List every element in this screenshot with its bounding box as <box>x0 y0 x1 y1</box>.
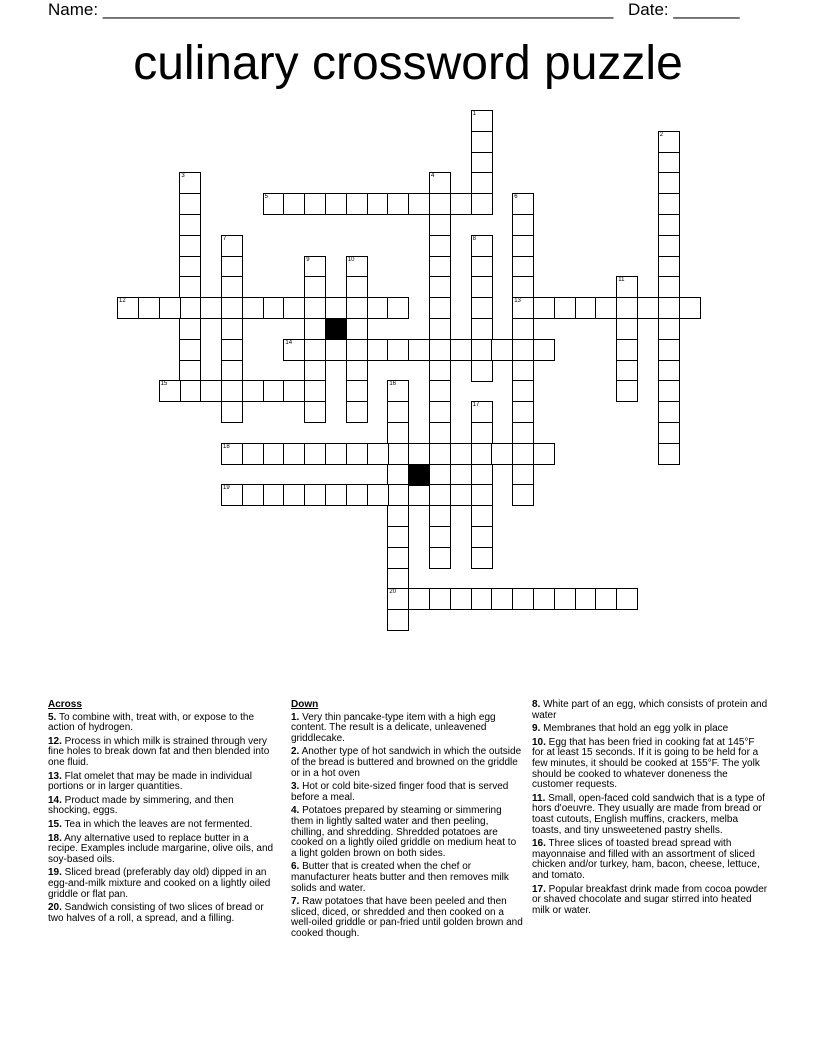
grid-cell[interactable] <box>429 297 451 319</box>
grid-cell[interactable] <box>429 318 451 340</box>
grid-cell[interactable] <box>346 297 368 319</box>
grid-cell[interactable] <box>471 339 493 361</box>
grid-cell[interactable] <box>512 443 534 465</box>
grid-cell[interactable] <box>491 339 513 361</box>
grid-cell[interactable] <box>325 297 347 319</box>
grid-cell[interactable] <box>616 276 638 298</box>
grid-cell[interactable] <box>471 235 493 257</box>
clue-item-text: Sliced bread (preferably day old) dipped in an egg-and-milk mixture and cooked on a lightly oiled griddle or flat pan. <box>48 867 271 900</box>
grid-cell[interactable] <box>471 318 493 340</box>
clue-item-text: Process in which milk is strained through very fine holes to break down fat and then blended into one fluid. <box>48 735 270 768</box>
clue-number: 3 <box>181 173 185 180</box>
grid-cell[interactable] <box>283 484 305 506</box>
clue-item-text: Three slices of toasted bread spread with mayonnaise and filled with an assortment of sliced chicken and/or turkey, ham, bacon, cheese, lettuce, and tomato. <box>532 838 760 881</box>
black-square <box>325 318 347 340</box>
clue-item <box>532 724 768 735</box>
grid-cell[interactable] <box>512 297 534 319</box>
grid-cell[interactable] <box>346 380 368 402</box>
grid-cell[interactable] <box>658 297 680 319</box>
grid-cell[interactable] <box>512 318 534 340</box>
grid-cell[interactable] <box>283 193 305 215</box>
grid-cell[interactable] <box>533 588 555 610</box>
grid-cell[interactable] <box>658 339 680 361</box>
grid-cell[interactable] <box>429 235 451 257</box>
grid-cell[interactable] <box>304 297 326 319</box>
grid-cell[interactable] <box>304 380 326 402</box>
grid-cell[interactable] <box>471 484 493 506</box>
grid-cell[interactable] <box>616 318 638 340</box>
grid-cell[interactable] <box>117 297 139 319</box>
grid-cell[interactable] <box>471 547 493 569</box>
grid-cell[interactable] <box>471 152 493 174</box>
grid-cell[interactable] <box>429 422 451 444</box>
grid-cell[interactable] <box>387 443 409 465</box>
down-clues-continued <box>532 700 768 919</box>
black-square <box>408 464 430 486</box>
grid-cell[interactable] <box>283 380 305 402</box>
grid-cell[interactable] <box>471 360 493 382</box>
grid-cell[interactable] <box>325 484 347 506</box>
down-heading: Down <box>291 699 319 710</box>
grid-cell[interactable] <box>658 380 680 402</box>
grid-cell[interactable] <box>283 443 305 465</box>
down-clues <box>291 700 523 942</box>
clue-number: 1 <box>472 111 476 117</box>
grid-cell[interactable] <box>471 505 493 527</box>
across-clues <box>48 700 276 927</box>
grid-cell[interactable] <box>658 256 680 278</box>
grid-cell[interactable] <box>512 380 534 402</box>
clue-item <box>48 772 276 793</box>
grid-cell[interactable] <box>387 505 409 527</box>
clue-item <box>291 713 523 745</box>
grid-cell[interactable] <box>325 339 347 361</box>
grid-cell[interactable] <box>387 297 409 319</box>
clue-item <box>48 834 276 866</box>
grid-cell[interactable] <box>242 297 264 319</box>
clue-item-number: 15. <box>48 818 62 830</box>
grid-cell[interactable] <box>658 214 680 236</box>
clue-item-number: 5. <box>48 711 57 723</box>
clue-item <box>48 713 276 734</box>
clue-number: 16 <box>389 381 397 388</box>
grid-cell[interactable] <box>221 484 243 506</box>
grid-cell[interactable] <box>263 443 285 465</box>
grid-cell[interactable] <box>346 339 368 361</box>
clue-item-number: 6. <box>291 861 300 873</box>
grid-cell[interactable] <box>179 297 201 319</box>
grid-cell[interactable] <box>179 214 201 236</box>
grid-cell[interactable] <box>242 380 264 402</box>
grid-cell[interactable] <box>263 297 285 319</box>
clue-number: 15 <box>160 381 168 388</box>
clue-item <box>532 885 768 917</box>
grid-cell[interactable] <box>346 256 368 278</box>
grid-cell[interactable] <box>471 297 493 319</box>
grid-cell[interactable] <box>471 131 493 153</box>
page-title: culinary crossword puzzle <box>133 37 683 90</box>
grid-cell[interactable] <box>367 339 389 361</box>
grid-cell[interactable] <box>387 422 409 444</box>
grid-cell[interactable] <box>346 401 368 423</box>
clue-item-text: Tea in which the leaves are not fermented. <box>61 818 253 830</box>
clue-number: 6 <box>514 194 518 201</box>
grid-cell[interactable] <box>221 401 243 423</box>
grid-cell[interactable] <box>346 443 368 465</box>
grid-cell[interactable] <box>221 339 243 361</box>
grid-cell[interactable] <box>159 297 181 319</box>
clue-item-text: Raw potatoes that have been peeled and then sliced, diced, or shredded and then cooked on a well-oiled griddle or pan-fried until golden brown and cooked though. <box>291 896 523 939</box>
clue-item-number: 19. <box>48 867 62 879</box>
clue-item-number: 12. <box>48 735 62 747</box>
grid-cell[interactable] <box>179 276 201 298</box>
across-heading: Across <box>48 699 82 710</box>
grid-cell[interactable] <box>616 297 638 319</box>
clue-number: 8 <box>472 235 476 242</box>
grid-cell[interactable] <box>429 172 451 194</box>
grid-cell[interactable] <box>637 297 659 319</box>
grid-cell[interactable] <box>658 193 680 215</box>
clue-item-text: Popular breakfast drink made from cocoa powder or shaved chocolate and sugar stirred into heated milk or water. <box>532 883 768 916</box>
grid-cell[interactable] <box>575 297 597 319</box>
grid-cell[interactable] <box>387 484 409 506</box>
clue-item <box>291 747 523 779</box>
grid-cell[interactable] <box>512 193 534 215</box>
grid-cell[interactable] <box>450 193 472 215</box>
grid-cell[interactable] <box>533 297 555 319</box>
grid-cell[interactable] <box>221 380 243 402</box>
grid-cell[interactable] <box>512 256 534 278</box>
clue-item-text: Butter that is created when the chef or manufacturer heats butter and then removes milk solids and water. <box>291 861 509 894</box>
grid-cell[interactable] <box>429 214 451 236</box>
grid-cell[interactable] <box>471 276 493 298</box>
grid-cell[interactable] <box>179 235 201 257</box>
grid-cell[interactable] <box>429 256 451 278</box>
clue-number: 20 <box>389 589 397 596</box>
grid-cell[interactable] <box>471 193 493 215</box>
grid-cell[interactable] <box>554 297 576 319</box>
clue-item-number: 10. <box>532 736 546 748</box>
grid-cell[interactable] <box>679 297 701 319</box>
grid-cell[interactable] <box>408 193 430 215</box>
grid-cell[interactable] <box>429 276 451 298</box>
grid-cell[interactable] <box>512 588 534 610</box>
grid-cell[interactable] <box>367 297 389 319</box>
clue-item-text: Flat omelet that may be made in individual portions or in larger quantities. <box>48 770 253 793</box>
clue-number: 13 <box>514 298 521 305</box>
grid-cell[interactable] <box>387 401 409 423</box>
grid-cell[interactable] <box>387 588 409 610</box>
grid-cell[interactable] <box>658 360 680 382</box>
grid-cell[interactable] <box>387 609 409 631</box>
grid-cell[interactable] <box>471 464 493 486</box>
clue-number: 12 <box>119 298 126 305</box>
date-field: Date: _______ <box>628 0 740 19</box>
grid-cell[interactable] <box>658 401 680 423</box>
grid-cell[interactable] <box>471 443 493 465</box>
grid-cell[interactable] <box>512 235 534 257</box>
clue-item <box>532 839 768 881</box>
clue-item <box>291 782 523 803</box>
grid-cell[interactable] <box>346 276 368 298</box>
grid-cell[interactable] <box>179 172 201 194</box>
grid-cell[interactable] <box>429 380 451 402</box>
grid-cell[interactable] <box>304 276 326 298</box>
grid-cell[interactable] <box>450 484 472 506</box>
grid-cell[interactable] <box>179 380 201 402</box>
grid-cell[interactable] <box>658 443 680 465</box>
clue-item-text: Egg that has been fried in cooking fat at 145°F for at least 15 seconds. If it is going to be held for a few minutes, it should be cooked at 155°F. The yolk should be cooked to whatever doneness the customer requests. <box>532 736 760 791</box>
grid-cell[interactable] <box>179 318 201 340</box>
grid-cell[interactable] <box>512 464 534 486</box>
grid-cell[interactable] <box>658 152 680 174</box>
grid-cell[interactable] <box>179 339 201 361</box>
grid-cell[interactable] <box>304 360 326 382</box>
grid-cell[interactable] <box>387 568 409 590</box>
grid-cell[interactable] <box>138 297 160 319</box>
grid-cell[interactable] <box>387 526 409 548</box>
grid-cell[interactable] <box>471 588 493 610</box>
clue-item-number: 20. <box>48 902 62 914</box>
grid-cell[interactable] <box>471 172 493 194</box>
clue-item-number: 18. <box>48 832 62 844</box>
grid-cell[interactable] <box>283 339 305 361</box>
grid-cell[interactable] <box>179 360 201 382</box>
clue-item <box>532 794 768 836</box>
grid-cell[interactable] <box>554 588 576 610</box>
grid-cell[interactable] <box>429 360 451 382</box>
clue-item-number: 11. <box>532 792 546 804</box>
grid-cell[interactable] <box>221 360 243 382</box>
clue-item <box>48 868 276 900</box>
grid-cell[interactable] <box>346 484 368 506</box>
clue-item-number: 4. <box>291 805 300 817</box>
grid-cell[interactable] <box>304 318 326 340</box>
grid-cell[interactable] <box>512 339 534 361</box>
grid-cell[interactable] <box>346 360 368 382</box>
grid-cell[interactable] <box>263 484 285 506</box>
clue-number: 7 <box>223 235 227 242</box>
grid-cell[interactable] <box>242 484 264 506</box>
grid-cell[interactable] <box>325 443 347 465</box>
grid-cell[interactable] <box>429 588 451 610</box>
grid-cell[interactable] <box>429 464 451 486</box>
grid-cell[interactable] <box>450 339 472 361</box>
grid-cell[interactable] <box>304 484 326 506</box>
clue-item-text: Membranes that hold an egg yolk in place <box>540 723 729 735</box>
grid-cell[interactable] <box>491 443 513 465</box>
clue-number: 5 <box>264 194 268 201</box>
clue-item-number: 7. <box>291 896 300 908</box>
grid-cell[interactable] <box>658 172 680 194</box>
clue-item-number: 13. <box>48 770 62 782</box>
grid-cell[interactable] <box>367 443 389 465</box>
grid-cell[interactable] <box>221 318 243 340</box>
clue-item-text: Small, open-faced cold sandwich that is a type of hors d'oeuvre. They usually are made from bread or toast cutouts, English muffins, crackers, melba toasts, and tiny unsweetened pastry shells. <box>532 792 765 836</box>
clue-number: 14 <box>285 339 293 346</box>
grid-cell[interactable] <box>387 339 409 361</box>
clue-item-text: Any alternative used to replace butter in a recipe. Examples include margarine, olive oils, and soy-based oils. <box>48 832 274 865</box>
clue-item-text: Very thin pancake-type item with a high egg content. The result is a delicate, unleavened griddlecake. <box>291 711 496 744</box>
grid-cell[interactable] <box>325 193 347 215</box>
grid-cell[interactable] <box>533 443 555 465</box>
grid-cell[interactable] <box>367 193 389 215</box>
grid-cell[interactable] <box>159 380 181 402</box>
grid-cell[interactable] <box>658 318 680 340</box>
grid-cell[interactable] <box>471 401 493 423</box>
grid-cell[interactable] <box>200 297 222 319</box>
grid-cell[interactable] <box>387 547 409 569</box>
clue-number: 17 <box>472 402 480 409</box>
grid-cell[interactable] <box>429 193 451 215</box>
grid-cell[interactable] <box>221 276 243 298</box>
grid-cell[interactable] <box>221 235 243 257</box>
grid-cell[interactable] <box>658 422 680 444</box>
clue-item-text: Sandwich consisting of two slices of bread or two halves of a roll, a spread, and a filling. <box>48 902 264 924</box>
grid-cell[interactable] <box>616 360 638 382</box>
clue-item-text: Potatoes prepared by steaming or simmering them in lightly salted water and then peeling, chilling, and shredding. Shredded potatoes are cooked on a lightly oiled griddle on medium heat to a light golden brown on both sides. <box>291 805 517 859</box>
grid-cell[interactable] <box>200 380 222 402</box>
grid-cell[interactable] <box>242 443 264 465</box>
clue-item <box>532 738 768 791</box>
grid-cell[interactable] <box>450 443 472 465</box>
grid-cell[interactable] <box>263 193 285 215</box>
clue-item-number: 8. <box>532 699 541 710</box>
grid-cell[interactable] <box>616 588 638 610</box>
grid-cell[interactable] <box>429 401 451 423</box>
clue-number: 4 <box>431 173 435 180</box>
grid-cell[interactable] <box>429 339 451 361</box>
clue-item-text: Another type of hot sandwich in which the outside of the bread is buttered and browned on the griddle or in a hot oven <box>291 746 522 779</box>
clue-item <box>48 903 276 924</box>
grid-cell[interactable] <box>429 443 451 465</box>
grid-cell[interactable] <box>304 339 326 361</box>
grid-cell[interactable] <box>429 484 451 506</box>
clue-item-text: To combine with, treat with, or expose to the action of hydrogen. <box>48 711 255 734</box>
clue-item <box>48 796 276 817</box>
grid-cell[interactable] <box>304 256 326 278</box>
grid-cell[interactable] <box>221 256 243 278</box>
clue-item <box>48 737 276 769</box>
grid-cell[interactable] <box>304 401 326 423</box>
grid-cell[interactable] <box>263 380 285 402</box>
grid-cell[interactable] <box>304 443 326 465</box>
grid-cell[interactable] <box>387 193 409 215</box>
clue-item <box>532 700 768 721</box>
clue-item-text: White part of an egg, which consists of protein and water <box>532 699 768 721</box>
clue-item-text: Product made by simmering, and then shocking, eggs. <box>48 794 234 817</box>
grid-cell[interactable] <box>408 484 430 506</box>
grid-cell[interactable] <box>429 547 451 569</box>
grid-cell[interactable] <box>658 131 680 153</box>
clue-number: 19 <box>223 485 230 492</box>
grid-cell[interactable] <box>304 193 326 215</box>
grid-cell[interactable] <box>221 297 243 319</box>
clue-item-number: 3. <box>291 781 300 793</box>
grid-cell[interactable] <box>616 380 638 402</box>
grid-cell[interactable] <box>429 505 451 527</box>
grid-cell[interactable] <box>408 339 430 361</box>
name-field: Name: ______________________________________________________ <box>48 0 614 19</box>
grid-cell[interactable] <box>471 422 493 444</box>
grid-cell[interactable] <box>595 297 617 319</box>
clue-item-text: Hot or cold bite-sized finger food that is served before a meal. <box>291 781 509 803</box>
clue-item <box>48 820 276 831</box>
grid-cell[interactable] <box>387 380 409 402</box>
grid-cell[interactable] <box>179 193 201 215</box>
grid-cell[interactable] <box>283 297 305 319</box>
grid-cell[interactable] <box>179 256 201 278</box>
grid-cell[interactable] <box>221 443 243 465</box>
grid-cell[interactable] <box>471 526 493 548</box>
grid-cell[interactable] <box>408 443 430 465</box>
grid-cell[interactable] <box>408 588 430 610</box>
grid-cell[interactable] <box>429 526 451 548</box>
grid-cell[interactable] <box>512 214 534 236</box>
grid-cell[interactable] <box>658 235 680 257</box>
grid-cell[interactable] <box>471 110 493 132</box>
grid-cell[interactable] <box>346 318 368 340</box>
clue-item <box>291 806 523 859</box>
grid-cell[interactable] <box>658 276 680 298</box>
grid-cell[interactable] <box>575 588 597 610</box>
grid-cell[interactable] <box>387 464 409 486</box>
grid-cell[interactable] <box>616 339 638 361</box>
clue-item-number: 1. <box>291 711 300 723</box>
grid-cell[interactable] <box>512 276 534 298</box>
grid-cell[interactable] <box>491 588 513 610</box>
grid-cell[interactable] <box>471 256 493 278</box>
grid-cell[interactable] <box>512 360 534 382</box>
clue-item-number: 17. <box>532 883 546 895</box>
clue-number: 10 <box>347 256 355 263</box>
clue-number: 9 <box>306 256 310 263</box>
grid-cell[interactable] <box>450 588 472 610</box>
clue-number: 11 <box>618 277 625 284</box>
grid-cell[interactable] <box>595 588 617 610</box>
grid-cell[interactable] <box>512 484 534 506</box>
grid-cell[interactable] <box>367 484 389 506</box>
grid-cell[interactable] <box>512 401 534 423</box>
clue-number: 18 <box>223 443 230 450</box>
clue-item <box>291 897 523 939</box>
grid-cell[interactable] <box>533 339 555 361</box>
grid-cell[interactable] <box>512 422 534 444</box>
clue-number: 2 <box>659 131 664 138</box>
clue-item-number: 16. <box>532 838 546 850</box>
clue-item-number: 2. <box>291 746 300 758</box>
grid-cell[interactable] <box>346 193 368 215</box>
clue-item-number: 14. <box>48 794 62 806</box>
clue-item <box>291 862 523 894</box>
clue-item-number: 9. <box>532 723 541 735</box>
